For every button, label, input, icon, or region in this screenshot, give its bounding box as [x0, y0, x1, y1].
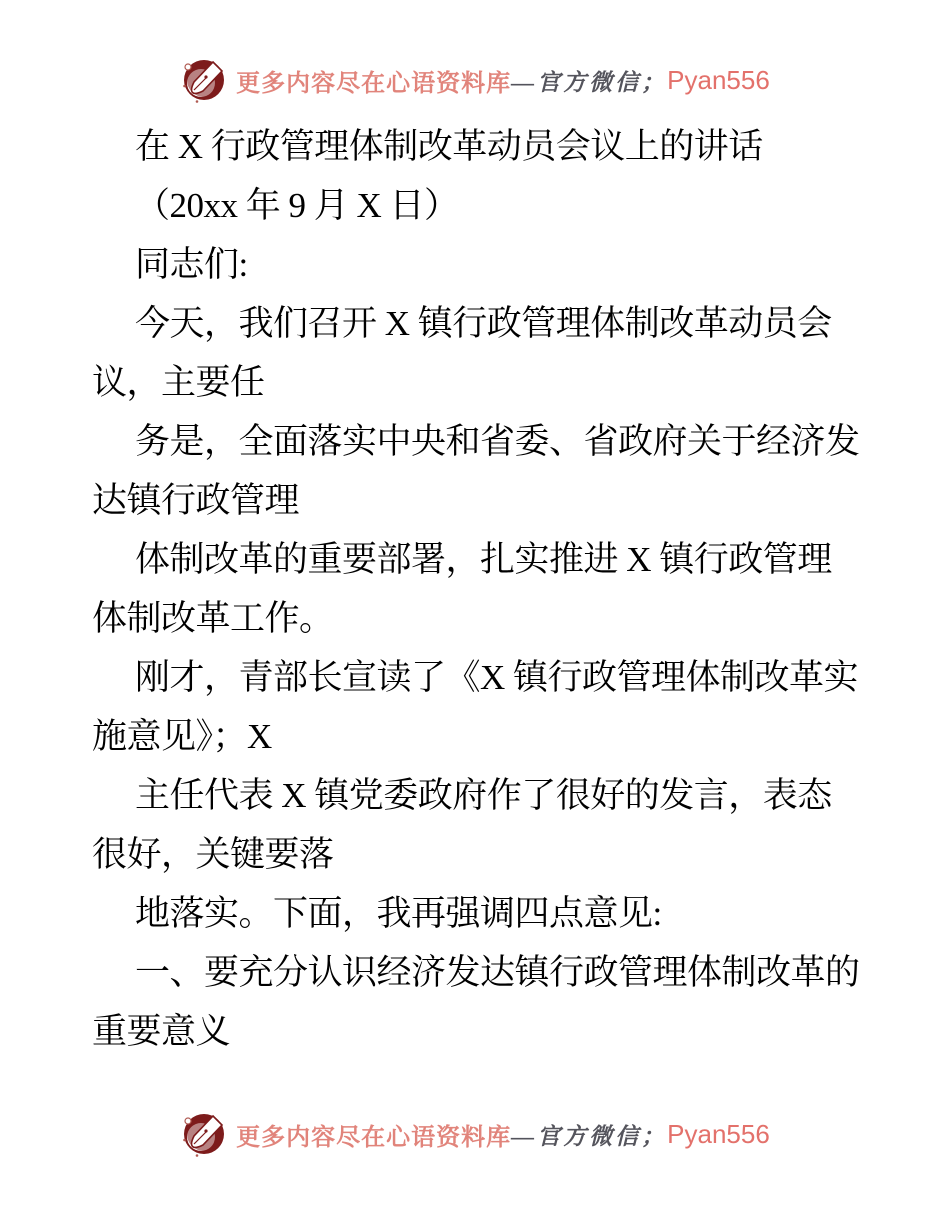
text-line: 刚才，青部长宣读了《X 镇行政管理体制改革实: [135, 658, 859, 697]
document-body: [92, 117, 862, 1061]
text-line: 议，主要任: [92, 363, 265, 402]
text-line: 地落实。下面，我再强调四点意见:: [135, 894, 662, 933]
text-line: 今天，我们召开 X 镇行政管理体制改革动员会: [135, 304, 832, 343]
watermark-account: Pyan556: [667, 64, 770, 95]
text-line: 施意见》；X: [92, 717, 272, 756]
text-line: 务是，全面落实中央和省委、省政府关于经济发: [135, 422, 860, 461]
watermark-brand-text: 更多内容尽在心语资料库: [236, 1124, 512, 1151]
text-line: 同志们:: [135, 245, 248, 284]
watermark-account: Pyan556: [667, 1118, 770, 1149]
watermark-label-text: —官方微信；: [511, 1123, 668, 1149]
doc-title-line: 在 X 行政管理体制改革动员会议上的讲话: [135, 127, 763, 166]
text-line: 达镇行政管理: [92, 481, 300, 520]
text-line: 体制改革的重要部署，扎实推进 X 镇行政管理: [135, 540, 832, 579]
doc-date-line: （20xx 年 9 月 X 日）: [135, 186, 459, 225]
header-watermark: [0, 56, 950, 104]
watermark-label-text: —官方微信；: [511, 69, 668, 95]
pen-nib-circle-icon: [180, 1110, 228, 1158]
footer-watermark: [0, 1110, 950, 1158]
watermark-brand-text: 更多内容尽在心语资料库: [236, 70, 512, 97]
doc-heading-line: 重要意义: [92, 1012, 231, 1051]
text-line: 主任代表 X 镇党委政府作了很好的发言，表态: [135, 776, 832, 815]
pen-nib-circle-icon: [180, 56, 228, 104]
doc-heading-line: 一、要充分认识经济发达镇行政管理体制改革的: [135, 953, 860, 992]
text-line: 体制改革工作。: [92, 599, 334, 638]
text-line: 很好，关键要落: [92, 835, 334, 874]
